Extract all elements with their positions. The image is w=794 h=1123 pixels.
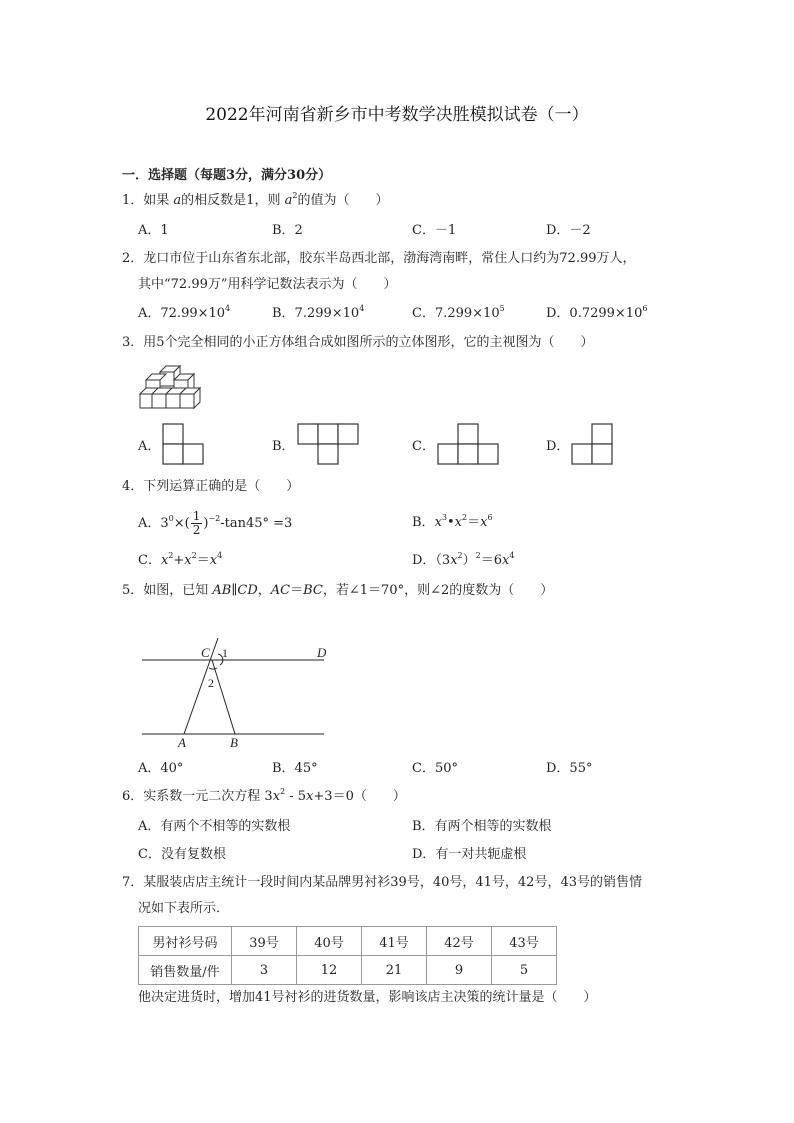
q2-option-a: A．$72.99\times 10^4$	[138, 304, 231, 321]
q6-option-c: C．没有复数根	[138, 847, 226, 862]
q2-option-d: D．$0.7299\times 10^6$	[546, 304, 648, 321]
table-cell: 销售数量/件	[139, 956, 232, 985]
q1-option-a: A．1	[138, 223, 169, 238]
label-c: C	[201, 645, 210, 660]
q5-geometry-figure	[138, 610, 338, 752]
q1-option-b: B．2	[272, 223, 303, 238]
question-1-stem: 1．如果 a的相反数是1，则 $a^2$的值为（ ）	[122, 191, 389, 208]
question-7-line1: 7．某服装店店主统计一段时间内某品牌男衬衫39号，40号，41号，42号，43号的销售情	[122, 875, 642, 890]
table-cell: 39号	[232, 927, 297, 956]
table-cell: 21	[362, 956, 427, 985]
q6-option-d: D．有一对共轭虚根	[412, 847, 527, 862]
label-angle-2: 2	[208, 676, 214, 690]
table-cell: 43号	[492, 927, 557, 956]
sales-table	[138, 926, 557, 985]
q5-option-c: C．50°	[412, 761, 458, 776]
question-2-line2: 其中“72.99万”用科学记数法表示为（ ）	[138, 277, 397, 292]
q2-option-b: B．$7.299\times 10^4$	[272, 304, 365, 321]
table-cell: 40号	[297, 927, 362, 956]
table-cell: 41号	[362, 927, 427, 956]
question-2-line1: 2．龙口市位于山东省东北部，胶东半岛西北部，渤海湾南畔，常住人口约为72.99万人，	[122, 251, 636, 266]
q3-cube-figure	[138, 364, 210, 412]
q3-option-a-label: A．	[138, 439, 161, 454]
q3-option-c-figure	[438, 424, 500, 466]
question-7-after-table: 他决定进货时，增加41号衬衫的进货数量，影响该店主决策的统计量是（ ）	[138, 990, 597, 1005]
q3-option-d-figure	[572, 424, 614, 466]
q4-option-a: A．$3^0\times$( $\frac{1}{2}$ )$^{-2}$-tan45° =3	[138, 509, 293, 537]
q5-option-a: A．40°	[138, 761, 184, 776]
q3-option-b-label: B．	[272, 439, 295, 454]
q5-option-d: D．55°	[546, 761, 593, 776]
q4-option-d: D．$(3x^2)^2=6x^4$	[412, 551, 515, 568]
q3-option-a-figure	[163, 424, 205, 466]
q1-option-d: D．－2	[546, 223, 591, 238]
q6-option-b: B．有两个相等的实数根	[412, 819, 552, 834]
label-b: B	[230, 735, 238, 750]
table-row	[139, 956, 557, 985]
label-d: D	[317, 645, 327, 660]
table-cell: 5	[492, 956, 557, 985]
table-row	[139, 927, 557, 956]
q6-option-a: A．有两个不相等的实数根	[138, 819, 291, 834]
table-cell: 9	[427, 956, 492, 985]
q3-option-d-label: D．	[546, 439, 570, 454]
line-cb	[212, 660, 235, 734]
q1-option-c: C．－1	[412, 223, 457, 238]
section-heading: 一．选择题（每题3分，满分30分）	[122, 168, 332, 183]
label-angle-1: 1	[222, 646, 228, 660]
table-cell: 3	[232, 956, 297, 985]
q3-option-c-label: C．	[412, 439, 435, 454]
question-6-stem: 6．实系数一元二次方程 $3x^2 - 5x+3=0$（ ）	[122, 787, 406, 804]
question-4-stem: 4．下列运算正确的是（ ）	[122, 479, 300, 494]
question-5-stem: 5．如图，已知 AB∥CD，AC＝BC，若∠1＝70°，则∠2的度数为（ ）	[122, 583, 554, 598]
question-7-line2: 况如下表所示．	[138, 901, 230, 916]
q2-option-c: C．$7.299\times 10^5$	[412, 304, 505, 321]
table-cell: 12	[297, 956, 362, 985]
q4-option-b: B．$x^3•x^2=x^6$	[412, 513, 493, 530]
q5-option-b: B．45°	[272, 761, 318, 776]
table-cell: 男衬衫号码	[139, 927, 232, 956]
q4-option-c: C．$x^2+x^2=x^4$	[138, 551, 223, 568]
question-3-stem: 3．用5个完全相同的小正方体组合成如图所示的立体图形，它的主视图为（ ）	[122, 335, 594, 350]
label-a: A	[178, 735, 186, 750]
q3-option-b-figure	[298, 424, 360, 466]
page-title: 2022年河南省新乡市中考数学决胜模拟试卷（一）	[205, 105, 589, 125]
table-cell: 42号	[427, 927, 492, 956]
